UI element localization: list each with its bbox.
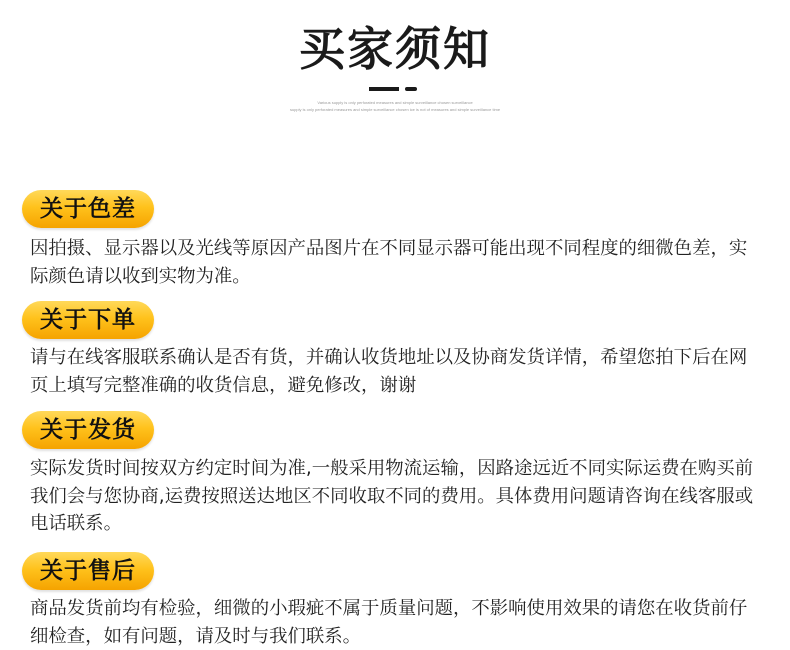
title-divider [369,86,417,92]
section-body-text: 实际发货时间按双方约定时间为准,一般采用物流运输，因路途远近不同实际运费在购买前我们会与您协商,运费按照送达地区不同收取不同的费用。具体费用问题请咨询在线客服或电话联系。 [30,458,754,534]
section-heading-badge: 关于售后 [22,552,154,590]
section-body-text: 因拍摄、显示器以及光线等原因产品图片在不同显示器可能出现不同程度的细微色差，实际颜色请以收到实物为准。 [30,238,748,287]
page-subtitle-line-2: supply is only perforated measures and simple surveillance chosen ice is not of measures and simple surveillance time [289,107,501,112]
section-heading-badge: 关于发货 [22,411,154,449]
page-title: 买家须知 [299,22,491,76]
divider-bar [369,87,399,91]
divider-dot [405,87,417,91]
section-body-text: 请与在线客服联系确认是否有货，并确认收货地址以及协商发货详情，希望您拍下后在网页上填写完整准确的收货信息，避免修改，谢谢 [30,347,748,396]
section-heading-badge: 关于色差 [22,190,154,228]
page-subtitle-line-1: Various supply is only perforated measures and simple surveillance chosen surveillance [317,100,473,105]
section-body-text: 商品发货前均有检验，细微的小瑕疵不属于质量问题，不影响使用效果的请您在收货前仔细检查，如有问题，请及时与我们联系。 [30,598,748,647]
section-heading-badge: 关于下单 [22,301,154,339]
